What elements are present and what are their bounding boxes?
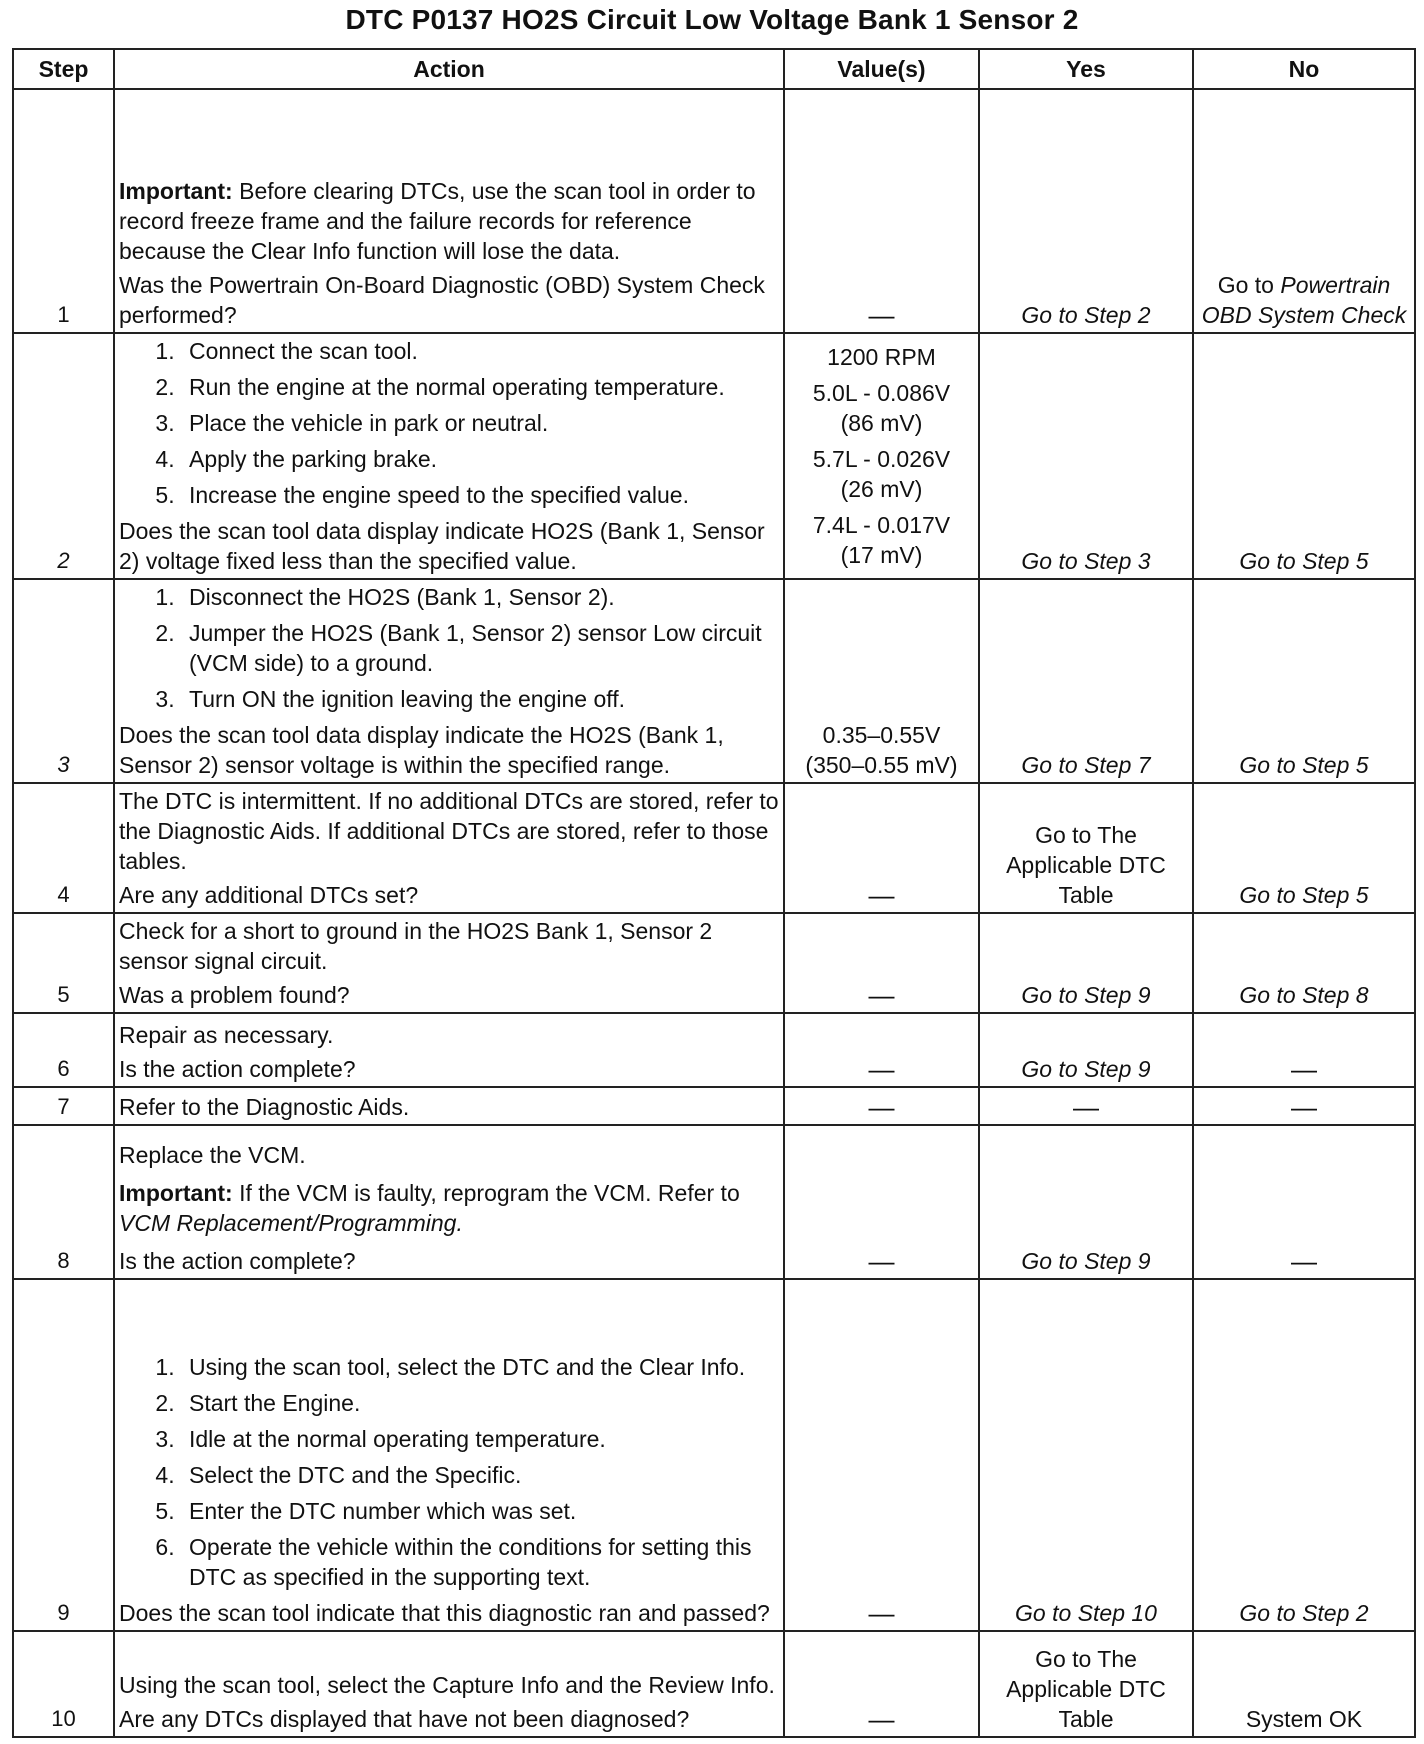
list-item: 5. Enter the DTC number which was set. (181, 1496, 779, 1526)
value-line: (86 mV) (840, 410, 923, 436)
yes-cell: Go to The Applicable DTC Table (979, 1631, 1193, 1737)
action-question: Was a problem found? (119, 982, 350, 1008)
value-dash: — (868, 980, 895, 1010)
no-cell: Go to Step 2 (1193, 1279, 1415, 1631)
action-text: Replace the VCM. (119, 1142, 306, 1168)
value-cell (784, 579, 979, 783)
yes-cell (979, 1087, 1193, 1125)
step-number: 10 (13, 1631, 114, 1737)
value-line: 5.7L - 0.026V (812, 446, 951, 472)
action-cell (114, 1279, 784, 1631)
table-row-step-6 (13, 1013, 1415, 1087)
action-question: Is the action complete? (119, 1248, 356, 1274)
no-cell: Go to Step 5 (1193, 579, 1415, 783)
yes-cell: Go to Step 9 (979, 1125, 1193, 1279)
no-prefix: Go to (1217, 272, 1274, 298)
value-dash: — (868, 1246, 895, 1276)
action-question: Does the scan tool data display indicate the HO2S (Bank 1, Sensor 2) sensor voltage is within the specified range. (119, 722, 724, 778)
table-row-step-10 (13, 1631, 1415, 1737)
no-cell: Go to Step 8 (1193, 913, 1415, 1013)
action-cell (114, 913, 784, 1013)
value-line: 0.35–0.55V (822, 722, 941, 748)
step-number: 1 (13, 89, 114, 333)
important-label: Important: (119, 1180, 233, 1206)
important-text: Before clearing DTCs, use the scan tool in order to record freeze frame and the failure records for reference because the Clear Info function will lose the data. (119, 178, 756, 264)
step-number: 8 (13, 1125, 114, 1279)
action-question: Does the scan tool data display indicate HO2S (Bank 1, Sensor 2) voltage fixed less than the specified value. (119, 518, 765, 574)
important-text: If the VCM is faulty, reprogram the VCM. Refer to (232, 1180, 740, 1206)
value-dash: — (868, 1598, 895, 1628)
no-cell (1193, 1087, 1415, 1125)
no-cell: System OK (1193, 1631, 1415, 1737)
list-item: 4. Select the DTC and the Specific. (181, 1460, 779, 1490)
value-line: 1200 RPM (827, 344, 936, 370)
action-text: Refer to the Diagnostic Aids. (119, 1094, 410, 1120)
action-steps (119, 336, 779, 510)
action-cell (114, 89, 784, 333)
value-line: (17 mV) (840, 542, 923, 568)
table-row-step-2 (13, 333, 1415, 579)
header-yes: Yes (979, 49, 1193, 89)
yes-cell: Go to Step 7 (979, 579, 1193, 783)
table-row-step-5 (13, 913, 1415, 1013)
important-note (119, 176, 779, 266)
action-question: Are any additional DTCs set? (119, 882, 419, 908)
action-question: Does the scan tool indicate that this diagnostic ran and passed? (119, 1600, 770, 1626)
table-row-step-4 (13, 783, 1415, 913)
list-item: 3. Idle at the normal operating temperature. (181, 1424, 779, 1454)
value-cell (784, 913, 979, 1013)
no-cell (1193, 89, 1415, 333)
list-item: 2. Start the Engine. (181, 1388, 779, 1418)
value-cell (784, 1125, 979, 1279)
value-cell (784, 1087, 979, 1125)
no-cell: Go to Step 5 (1193, 783, 1415, 913)
action-steps (119, 1352, 779, 1592)
action-cell (114, 579, 784, 783)
action-text: Check for a short to ground in the HO2S Bank 1, Sensor 2 sensor signal circuit. (119, 918, 713, 974)
value-dash: — (868, 300, 895, 330)
yes-cell: Go to The Applicable DTC Table (979, 783, 1193, 913)
step-number: 5 (13, 913, 114, 1013)
value-line: (350–0.55 mV) (805, 752, 958, 778)
action-cell (114, 783, 784, 913)
value-cell (784, 333, 979, 579)
header-values: Value(s) (784, 49, 979, 89)
action-cell (114, 333, 784, 579)
action-cell (114, 1125, 784, 1279)
list-item: 4. Apply the parking brake. (181, 444, 779, 474)
value-cell (784, 1013, 979, 1087)
value-cell (784, 783, 979, 913)
no-cell (1193, 1125, 1415, 1279)
list-item: 3. Turn ON the ignition leaving the engine off. (181, 684, 779, 714)
action-question: Was the Powertrain On-Board Diagnostic (OBD) System Check performed? (119, 272, 765, 328)
list-item: 2. Jumper the HO2S (Bank 1, Sensor 2) sensor Low circuit (VCM side) to a ground. (181, 618, 779, 678)
table-row-step-7 (13, 1087, 1415, 1125)
no-cell: Go to Step 5 (1193, 333, 1415, 579)
list-item: 1. Connect the scan tool. (181, 336, 779, 366)
list-item: 2. Run the engine at the normal operating temperature. (181, 372, 779, 402)
yes-cell: Go to Step 9 (979, 913, 1193, 1013)
no-cell (1193, 1013, 1415, 1087)
list-item: 5. Increase the engine speed to the specified value. (181, 480, 779, 510)
action-cell (114, 1087, 784, 1125)
important-label: Important: (119, 178, 233, 204)
value-dash: — (868, 1092, 895, 1122)
important-link: VCM Replacement/Programming. (119, 1210, 463, 1236)
value-dash: — (868, 1054, 895, 1084)
yes-dash: — (1073, 1092, 1099, 1122)
header-step: Step (13, 49, 114, 89)
value-cell (784, 1631, 979, 1737)
value-line: 5.0L - 0.086V (812, 380, 951, 406)
value-dash: — (868, 880, 895, 910)
header-action: Action (114, 49, 784, 89)
step-number: 2 (13, 333, 114, 579)
action-text: Using the scan tool, select the Capture Info and the Review Info. (119, 1672, 775, 1698)
value-line: 7.4L - 0.017V (812, 512, 951, 538)
step-number: 6 (13, 1013, 114, 1087)
no-dash: — (1291, 1092, 1317, 1122)
value-dash: — (868, 1704, 895, 1734)
list-item: 6. Operate the vehicle within the conditions for setting this DTC as specified in the supporting text. (181, 1532, 779, 1592)
action-cell (114, 1013, 784, 1087)
yes-cell: Go to Step 2 (979, 89, 1193, 333)
document-title: DTC P0137 HO2S Circuit Low Voltage Bank 1 Sensor 2 (345, 4, 1079, 35)
yes-cell: Go to Step 3 (979, 333, 1193, 579)
step-number: 9 (13, 1279, 114, 1631)
value-cell (784, 1279, 979, 1631)
step-number: 4 (13, 783, 114, 913)
value-line: (26 mV) (840, 476, 923, 502)
no-link: Powertrain OBD System Check (1201, 272, 1407, 328)
table-row-step-8 (13, 1125, 1415, 1279)
action-text: Repair as necessary. (119, 1022, 334, 1048)
header-no: No (1193, 49, 1415, 89)
step-number: 3 (13, 579, 114, 783)
important-note (119, 1178, 779, 1238)
value-cell (784, 89, 979, 333)
header-row (13, 49, 1415, 89)
action-cell (114, 1631, 784, 1737)
action-text: The DTC is intermittent. If no additional DTCs are stored, refer to the Diagnostic Aids. If additional DTCs are stored, refer to those tables. (119, 788, 779, 874)
list-item: 1. Using the scan tool, select the DTC and the Clear Info. (181, 1352, 779, 1382)
table-row-step-9 (13, 1279, 1415, 1631)
action-steps (119, 582, 779, 714)
list-item: 1. Disconnect the HO2S (Bank 1, Sensor 2). (181, 582, 779, 612)
list-item: 3. Place the vehicle in park or neutral. (181, 408, 779, 438)
no-dash: — (1291, 1246, 1317, 1276)
table-row-step-1 (13, 89, 1415, 333)
step-number: 7 (13, 1087, 114, 1125)
no-dash: — (1291, 1054, 1317, 1084)
action-question: Is the action complete? (119, 1056, 356, 1082)
yes-cell: Go to Step 9 (979, 1013, 1193, 1087)
diagnostic-table (12, 48, 1416, 1738)
yes-cell: Go to Step 10 (979, 1279, 1193, 1631)
action-question: Are any DTCs displayed that have not been diagnosed? (119, 1706, 690, 1732)
table-row-step-3 (13, 579, 1415, 783)
